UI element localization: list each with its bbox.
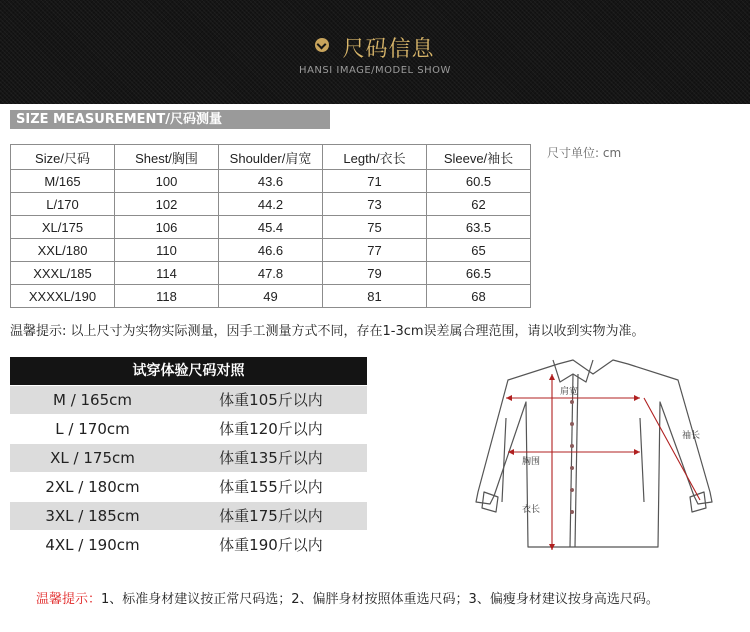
tip-text: 1、标准身材建议按正常尺码选；2、偏胖身材按照体重选尺码；3、偏瘦身材建议按身高选尺码。 xyxy=(101,592,659,607)
header-chest: Shest/胸围 xyxy=(115,145,219,170)
tip-note xyxy=(36,588,659,607)
cell-shoulder: 44.2 xyxy=(219,193,323,216)
cell-size: XXXXL/190 xyxy=(11,285,115,308)
fit-size: 2XL / 180cm xyxy=(45,477,140,496)
fit-size: 3XL / 185cm xyxy=(45,506,140,525)
label-chest: 胸围 xyxy=(522,457,541,467)
header-banner xyxy=(0,0,750,104)
banner-title: 尺码信息 xyxy=(342,37,435,62)
list-item xyxy=(10,386,367,415)
cell-length: 73 xyxy=(323,193,427,216)
cell-sleeve: 68 xyxy=(427,285,531,308)
cell-shoulder: 49 xyxy=(219,285,323,308)
cell-length: 75 xyxy=(323,216,427,239)
table-row xyxy=(11,216,531,239)
cell-chest: 110 xyxy=(115,239,219,262)
size-table xyxy=(10,144,531,308)
list-item xyxy=(10,444,367,473)
label-sleeve: 袖长 xyxy=(682,431,701,441)
cell-length: 79 xyxy=(323,262,427,285)
tip-label: 温馨提示： xyxy=(36,592,102,607)
cell-shoulder: 43.6 xyxy=(219,170,323,193)
fit-size: M / 165cm xyxy=(52,390,133,409)
cell-shoulder: 46.6 xyxy=(219,239,323,262)
shirt-measurement-diagram xyxy=(468,352,722,562)
cell-chest: 100 xyxy=(115,170,219,193)
cell-size: L/170 xyxy=(11,193,115,216)
fit-weight: 体重175斤以内 xyxy=(219,507,323,526)
label-shoulder: 肩宽 xyxy=(560,387,579,397)
list-item xyxy=(10,473,367,502)
size-table-header xyxy=(11,145,531,170)
table-row xyxy=(11,193,531,216)
table-row xyxy=(11,170,531,193)
cell-length: 81 xyxy=(323,285,427,308)
cell-size: XL/175 xyxy=(11,216,115,239)
fit-size: XL / 175cm xyxy=(50,448,135,467)
cell-sleeve: 63.5 xyxy=(427,216,531,239)
cell-shoulder: 47.8 xyxy=(219,262,323,285)
fit-weight: 体重120斤以内 xyxy=(219,420,323,439)
fit-size: L / 170cm xyxy=(55,419,130,438)
cell-sleeve: 65 xyxy=(427,239,531,262)
header-shoulder: Shoulder/肩宽 xyxy=(219,145,323,170)
cell-chest: 118 xyxy=(115,285,219,308)
list-item xyxy=(10,415,367,444)
table-row xyxy=(11,262,531,285)
unit-note: 尺寸单位: cm xyxy=(547,146,622,160)
cell-length: 77 xyxy=(323,239,427,262)
header-length: Legth/衣长 xyxy=(323,145,427,170)
fit-size: 4XL / 190cm xyxy=(45,535,140,554)
fit-weight: 体重105斤以内 xyxy=(219,391,323,410)
cell-size: M/165 xyxy=(11,170,115,193)
cell-size: XXXL/185 xyxy=(11,262,115,285)
header-size: Size/尺码 xyxy=(11,145,115,170)
cell-sleeve: 66.5 xyxy=(427,262,531,285)
table-row xyxy=(11,285,531,308)
label-length: 衣长 xyxy=(522,505,541,515)
header-sleeve: Sleeve/袖长 xyxy=(427,145,531,170)
list-item xyxy=(10,502,367,531)
cell-chest: 102 xyxy=(115,193,219,216)
table-row xyxy=(11,239,531,262)
section-title-bar: SIZE MEASUREMENT/尺码测量 xyxy=(10,110,330,129)
fit-weight: 体重155斤以内 xyxy=(219,478,323,497)
cell-size: XXL/180 xyxy=(11,239,115,262)
fit-weight: 体重135斤以内 xyxy=(219,449,323,468)
sleeve-measure-line xyxy=(644,398,700,500)
cell-shoulder: 45.4 xyxy=(219,216,323,239)
fit-weight: 体重190斤以内 xyxy=(219,536,323,555)
measurement-note: 温馨提示: 以上尺寸为实物实际测量，因手工测量方式不同，存在1-3cm误差属合理范围，请以收到实物为准。 xyxy=(10,324,645,339)
cell-chest: 114 xyxy=(115,262,219,285)
cell-sleeve: 62 xyxy=(427,193,531,216)
cell-sleeve: 60.5 xyxy=(427,170,531,193)
cell-length: 71 xyxy=(323,170,427,193)
fit-guide-title: 试穿体验尺码对照 xyxy=(10,357,367,385)
chevron-circle-icon xyxy=(315,38,329,52)
banner-title-row xyxy=(0,32,750,63)
list-item xyxy=(10,531,367,560)
cell-chest: 106 xyxy=(115,216,219,239)
banner-subtitle: HANSI IMAGE/MODEL SHOW xyxy=(299,65,451,76)
fit-guide-table xyxy=(10,357,367,559)
